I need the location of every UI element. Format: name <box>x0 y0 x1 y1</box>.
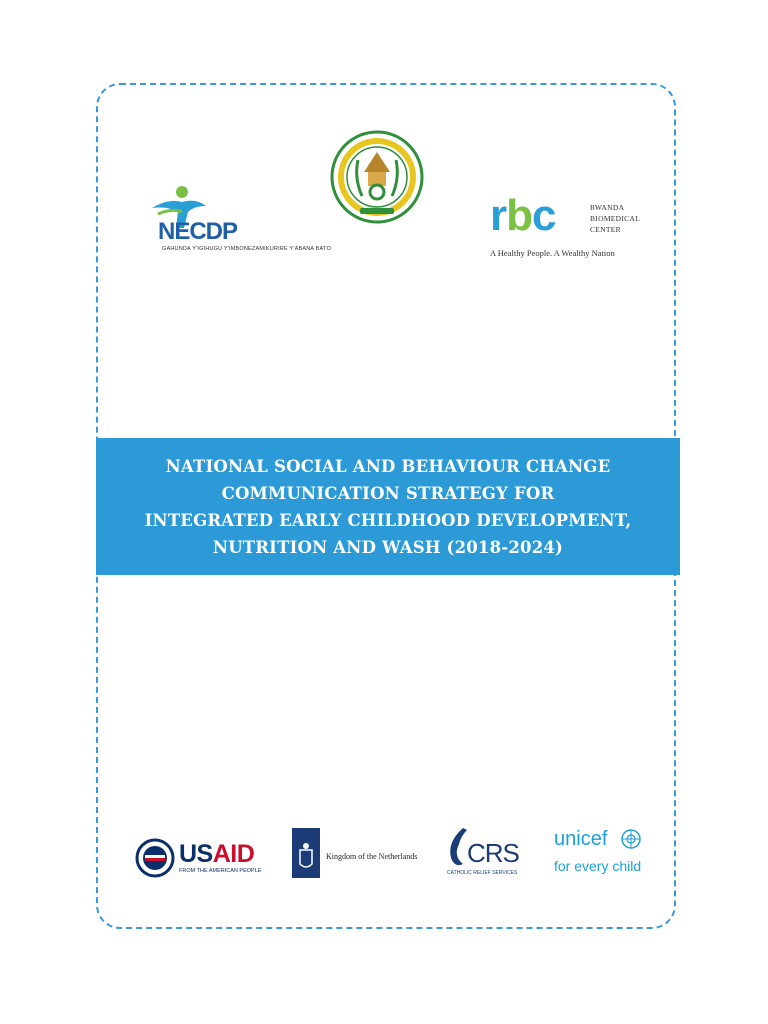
rbc-logo <box>490 191 650 262</box>
rbc-full-name <box>590 202 640 235</box>
rbc-wordmark-text: rbc <box>490 191 556 240</box>
usaid-word-us: US <box>179 840 213 868</box>
usaid-subtitle: FROM THE AMERICAN PEOPLE <box>179 868 262 874</box>
title-line-2: COMMUNICATION STRATEGY FOR <box>221 483 555 503</box>
necdp-logo <box>140 184 331 256</box>
usaid-seal-icon <box>135 838 175 878</box>
title-line-4: NUTRITION AND WASH (2018-2024) <box>212 537 564 557</box>
unicef-wordmark: unicef <box>554 828 608 850</box>
rbc-wordmark <box>490 190 556 242</box>
unicef-tagline: for every child <box>554 858 642 874</box>
title-band <box>96 438 680 575</box>
title-line-3: INTEGRATED EARLY CHILDHOOD DEVELOPMENT, <box>144 510 632 530</box>
rbc-name-line3: CENTER <box>590 225 621 234</box>
netherlands-logo <box>292 828 432 882</box>
title-line-1: NATIONAL SOCIAL AND BEHAVIOUR CHANGE <box>165 456 611 476</box>
rbc-name-line1: RWANDA <box>590 203 625 212</box>
rbc-tagline: A Healthy People. A Wealthy Nation <box>490 248 615 258</box>
crs-logo <box>445 826 535 882</box>
usaid-wordmark <box>179 840 254 869</box>
usaid-word-aid: AID <box>212 840 255 868</box>
rbc-name-line2: BIOMEDICAL <box>590 214 641 223</box>
netherlands-text: Kingdom of the Netherlands <box>326 852 418 861</box>
necdp-wordmark: NECDP <box>158 218 238 245</box>
rwanda-seal <box>330 130 424 224</box>
necdp-subtitle: GAHUNDA Y'IGIHUGU Y'IMBONEZAMIKURIRE Y'ABANA BATO <box>162 246 331 252</box>
document-title <box>145 453 632 561</box>
unicef-globe-icon <box>620 828 642 850</box>
usaid-logo <box>135 836 275 880</box>
crs-wordmark: CRS <box>467 838 519 868</box>
crest-icon <box>292 828 320 878</box>
netherlands-crest-icon <box>292 828 320 878</box>
unicef-logo <box>552 826 652 882</box>
seal-icon <box>330 130 424 224</box>
crs-subtitle: CATHOLIC RELIEF SERVICES <box>447 870 518 876</box>
